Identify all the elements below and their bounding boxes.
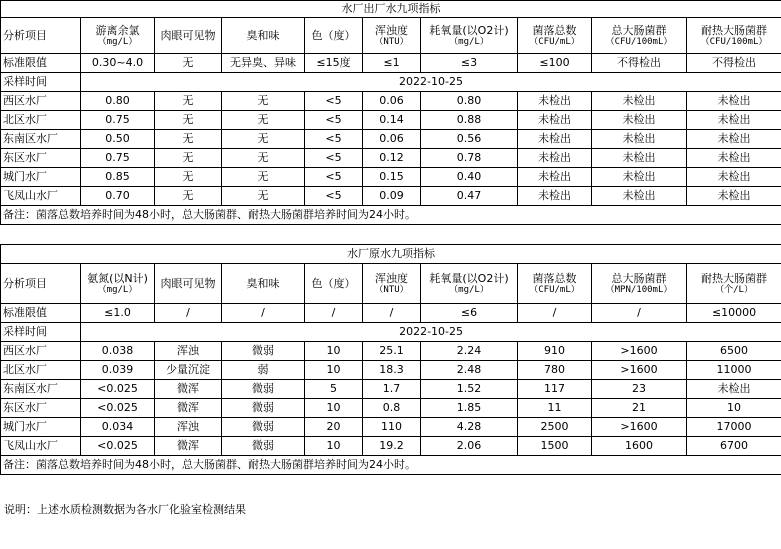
- value-cell: 10: [305, 342, 363, 361]
- value-cell: 0.12: [363, 149, 421, 168]
- header-cell: 耐热大肠菌群 （个/L）: [687, 264, 781, 304]
- header-cell: 菌落总数 （CFU/mL）: [518, 18, 592, 54]
- plant-name-cell: 西区水厂: [1, 92, 81, 111]
- standard-cell: 标准限值: [1, 304, 81, 323]
- value-cell: 未检出: [592, 187, 687, 206]
- header-cell: 浑浊度 （NTU）: [363, 18, 421, 54]
- value-cell: 无: [222, 168, 305, 187]
- value-cell: 未检出: [518, 92, 592, 111]
- table-note: 备注：菌落总数培养时间为48小时，总大肠菌群、耐热大肠菌群培养时间为24小时。: [1, 206, 781, 225]
- value-cell: 6700: [687, 437, 781, 456]
- standard-cell: ≤6: [421, 304, 518, 323]
- header-cell: 分析项目: [1, 264, 81, 304]
- standard-cell: ≤100: [518, 54, 592, 73]
- value-cell: 未检出: [518, 149, 592, 168]
- plant-name-cell: 城门水厂: [1, 168, 81, 187]
- table-row: [1, 361, 781, 380]
- value-cell: 0.14: [363, 111, 421, 130]
- value-cell: 0.06: [363, 92, 421, 111]
- table-row: [1, 437, 781, 456]
- table-row: [1, 111, 781, 130]
- value-cell: 微浑: [155, 399, 222, 418]
- value-cell: 117: [518, 380, 592, 399]
- standard-cell: 无异臭、异味: [222, 54, 305, 73]
- value-cell: 未检出: [592, 130, 687, 149]
- value-cell: 少量沉淀: [155, 361, 222, 380]
- standard-cell: /: [222, 304, 305, 323]
- plant-name-cell: 西区水厂: [1, 342, 81, 361]
- raw-water-table: [0, 244, 781, 475]
- value-cell: 0.75: [81, 111, 155, 130]
- value-cell: 21: [592, 399, 687, 418]
- value-cell: 1.7: [363, 380, 421, 399]
- value-cell: 无: [222, 111, 305, 130]
- value-cell: 0.039: [81, 361, 155, 380]
- value-cell: 11: [518, 399, 592, 418]
- value-cell: 2500: [518, 418, 592, 437]
- value-cell: 2.48: [421, 361, 518, 380]
- value-cell: 微弱: [222, 418, 305, 437]
- value-cell: 23: [592, 380, 687, 399]
- summary-note: 说明：上述水质检测数据为各水厂化验室检测结果: [4, 503, 246, 516]
- value-cell: <5: [305, 187, 363, 206]
- value-cell: 0.8: [363, 399, 421, 418]
- standard-cell: /: [155, 304, 222, 323]
- header-cell: 耗氧量(以O2计) （mg/L）: [421, 18, 518, 54]
- standard-cell: 不得检出: [687, 54, 781, 73]
- plant-name-cell: 东区水厂: [1, 149, 81, 168]
- value-cell: 0.50: [81, 130, 155, 149]
- value-cell: 10: [305, 399, 363, 418]
- value-cell: 0.15: [363, 168, 421, 187]
- value-cell: 10: [305, 437, 363, 456]
- date-label: 采样时间: [1, 73, 81, 92]
- standard-cell: /: [518, 304, 592, 323]
- standard-cell: /: [305, 304, 363, 323]
- value-cell: <5: [305, 92, 363, 111]
- header-cell: 色（度）: [305, 264, 363, 304]
- value-cell: 未检出: [592, 149, 687, 168]
- value-cell: <5: [305, 168, 363, 187]
- plant-name-cell: 飞凤山水厂: [1, 437, 81, 456]
- header-cell: 总大肠菌群 （CFU/100mL）: [592, 18, 687, 54]
- value-cell: 未检出: [687, 168, 781, 187]
- value-cell: 未检出: [518, 111, 592, 130]
- value-cell: 未检出: [687, 130, 781, 149]
- value-cell: 弱: [222, 361, 305, 380]
- header-cell: 肉眼可见物: [155, 264, 222, 304]
- value-cell: 无: [155, 187, 222, 206]
- value-cell: 1500: [518, 437, 592, 456]
- plant-name-cell: 北区水厂: [1, 361, 81, 380]
- value-cell: 未检出: [687, 187, 781, 206]
- date-row: [1, 323, 781, 342]
- header-row: [1, 18, 781, 54]
- standard-row: [1, 304, 781, 323]
- plant-name-cell: 东南区水厂: [1, 130, 81, 149]
- value-cell: 未检出: [687, 149, 781, 168]
- value-cell: 0.85: [81, 168, 155, 187]
- value-cell: 未检出: [518, 187, 592, 206]
- value-cell: 0.75: [81, 149, 155, 168]
- value-cell: 未检出: [687, 92, 781, 111]
- value-cell: >1600: [592, 342, 687, 361]
- value-cell: <0.025: [81, 399, 155, 418]
- value-cell: <5: [305, 130, 363, 149]
- value-cell: 未检出: [687, 380, 781, 399]
- header-cell: 肉眼可见物: [155, 18, 222, 54]
- header-cell: 菌落总数 （CFU/mL）: [518, 264, 592, 304]
- value-cell: 0.40: [421, 168, 518, 187]
- table-note: 备注：菌落总数培养时间为48小时，总大肠菌群、耐热大肠菌群培养时间为24小时。: [1, 456, 781, 475]
- value-cell: 浑浊: [155, 418, 222, 437]
- value-cell: 2.06: [421, 437, 518, 456]
- value-cell: 0.78: [421, 149, 518, 168]
- value-cell: 0.034: [81, 418, 155, 437]
- standard-cell: ≤1.0: [81, 304, 155, 323]
- value-cell: 无: [155, 168, 222, 187]
- standard-cell: /: [592, 304, 687, 323]
- header-cell: 游离余氯 （mg/L）: [81, 18, 155, 54]
- value-cell: 17000: [687, 418, 781, 437]
- value-cell: 0.09: [363, 187, 421, 206]
- table-row: [1, 187, 781, 206]
- value-cell: 10: [305, 361, 363, 380]
- value-cell: 0.038: [81, 342, 155, 361]
- value-cell: 无: [155, 111, 222, 130]
- table-row: [1, 380, 781, 399]
- header-cell: 分析项目: [1, 18, 81, 54]
- value-cell: <0.025: [81, 437, 155, 456]
- value-cell: 未检出: [592, 168, 687, 187]
- plant-name-cell: 东南区水厂: [1, 380, 81, 399]
- standard-cell: /: [363, 304, 421, 323]
- value-cell: 1600: [592, 437, 687, 456]
- header-row: [1, 264, 781, 304]
- value-cell: 0.70: [81, 187, 155, 206]
- standard-cell: ≤3: [421, 54, 518, 73]
- table-row: [1, 149, 781, 168]
- table-row: [1, 168, 781, 187]
- standard-cell: 不得检出: [592, 54, 687, 73]
- standard-cell: 0.30~4.0: [81, 54, 155, 73]
- value-cell: 未检出: [592, 111, 687, 130]
- table-title: 水厂原水九项指标: [1, 245, 781, 264]
- value-cell: 4.28: [421, 418, 518, 437]
- value-cell: 110: [363, 418, 421, 437]
- value-cell: 1.85: [421, 399, 518, 418]
- value-cell: 微弱: [222, 437, 305, 456]
- plant-name-cell: 城门水厂: [1, 418, 81, 437]
- value-cell: 无: [155, 92, 222, 111]
- header-cell: 氨氮(以N计) （mg/L）: [81, 264, 155, 304]
- header-cell: 耐热大肠菌群 （CFU/100mL）: [687, 18, 781, 54]
- value-cell: 微弱: [222, 342, 305, 361]
- value-cell: 无: [222, 149, 305, 168]
- header-cell: 浑浊度 （NTU）: [363, 264, 421, 304]
- date-row: [1, 73, 781, 92]
- value-cell: 未检出: [687, 111, 781, 130]
- plant-name-cell: 飞凤山水厂: [1, 187, 81, 206]
- header-cell: 色（度）: [305, 18, 363, 54]
- value-cell: 0.56: [421, 130, 518, 149]
- date-label: 采样时间: [1, 323, 81, 342]
- value-cell: 无: [222, 92, 305, 111]
- value-cell: 10: [687, 399, 781, 418]
- value-cell: 25.1: [363, 342, 421, 361]
- value-cell: 6500: [687, 342, 781, 361]
- table-row: [1, 130, 781, 149]
- value-cell: 910: [518, 342, 592, 361]
- value-cell: 微浑: [155, 437, 222, 456]
- header-cell: 臭和味: [222, 18, 305, 54]
- sampling-date: 2022-10-25: [81, 323, 781, 342]
- value-cell: 微弱: [222, 399, 305, 418]
- value-cell: 无: [222, 187, 305, 206]
- value-cell: 无: [155, 149, 222, 168]
- value-cell: <5: [305, 111, 363, 130]
- table-row: [1, 342, 781, 361]
- standard-cell: ≤15度: [305, 54, 363, 73]
- header-cell: 总大肠菌群 （MPN/100mL）: [592, 264, 687, 304]
- standard-cell: 标准限值: [1, 54, 81, 73]
- standard-cell: ≤1: [363, 54, 421, 73]
- value-cell: >1600: [592, 418, 687, 437]
- table-title: 水厂出厂水九项指标: [1, 1, 781, 18]
- value-cell: 未检出: [592, 92, 687, 111]
- value-cell: 微浑: [155, 380, 222, 399]
- value-cell: 浑浊: [155, 342, 222, 361]
- value-cell: 18.3: [363, 361, 421, 380]
- table-row: [1, 418, 781, 437]
- value-cell: 1.52: [421, 380, 518, 399]
- value-cell: 微弱: [222, 380, 305, 399]
- value-cell: 未检出: [518, 130, 592, 149]
- value-cell: <0.025: [81, 380, 155, 399]
- table-row: [1, 92, 781, 111]
- value-cell: 2.24: [421, 342, 518, 361]
- header-cell: 臭和味: [222, 264, 305, 304]
- value-cell: 无: [222, 130, 305, 149]
- plant-name-cell: 北区水厂: [1, 111, 81, 130]
- standard-cell: 无: [155, 54, 222, 73]
- value-cell: 0.06: [363, 130, 421, 149]
- sampling-date: 2022-10-25: [81, 73, 781, 92]
- value-cell: 20: [305, 418, 363, 437]
- value-cell: >1600: [592, 361, 687, 380]
- value-cell: 780: [518, 361, 592, 380]
- finished-water-table: [0, 0, 781, 225]
- header-cell: 耗氧量(以O2计) （mg/L）: [421, 264, 518, 304]
- table-row: [1, 399, 781, 418]
- value-cell: 19.2: [363, 437, 421, 456]
- value-cell: 未检出: [518, 168, 592, 187]
- value-cell: 0.88: [421, 111, 518, 130]
- value-cell: 无: [155, 130, 222, 149]
- value-cell: 0.47: [421, 187, 518, 206]
- value-cell: 0.80: [421, 92, 518, 111]
- value-cell: <5: [305, 149, 363, 168]
- value-cell: 11000: [687, 361, 781, 380]
- standard-row: [1, 54, 781, 73]
- plant-name-cell: 东区水厂: [1, 399, 81, 418]
- value-cell: 0.80: [81, 92, 155, 111]
- standard-cell: ≤10000: [687, 304, 781, 323]
- value-cell: 5: [305, 380, 363, 399]
